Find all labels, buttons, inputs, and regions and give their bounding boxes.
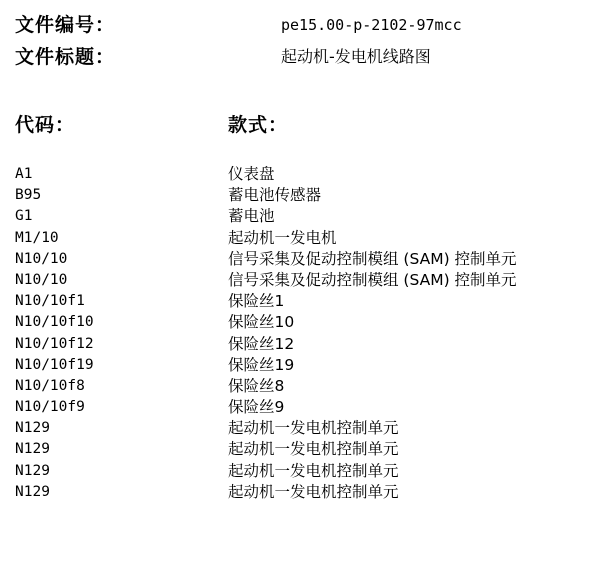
- component-description: 保险丝10: [228, 313, 295, 332]
- component-code: N10/10: [15, 250, 68, 267]
- component-code: N129: [15, 441, 50, 458]
- component-description: 保险丝12: [228, 334, 295, 353]
- component-description: 保险丝19: [228, 355, 295, 374]
- document-number-value: pe15.00-p-2102-97mcc: [281, 16, 462, 34]
- list-item: [0, 164, 600, 185]
- component-code: N10/10: [15, 271, 68, 288]
- component-code: G1: [15, 208, 33, 225]
- component-list: [0, 164, 600, 503]
- code-column-header: 代码：: [15, 114, 76, 136]
- component-description: 保险丝1: [228, 292, 285, 311]
- component-code: N10/10f1: [15, 293, 85, 310]
- list-item: [0, 461, 600, 482]
- component-code: B95: [15, 187, 42, 204]
- component-code: M1/10: [15, 229, 59, 246]
- component-code: N10/10f12: [15, 335, 94, 352]
- list-item: [0, 482, 600, 503]
- list-item: [0, 249, 600, 270]
- component-description: 起动机一发电机控制单元: [228, 440, 399, 459]
- component-code: N10/10f8: [15, 377, 85, 394]
- component-description: 起动机一发电机控制单元: [228, 482, 399, 501]
- list-item: [0, 185, 600, 206]
- list-item: [0, 418, 600, 439]
- list-item: [0, 376, 600, 397]
- list-item: [0, 355, 600, 376]
- component-code: N129: [15, 420, 50, 437]
- component-description: 信号采集及促动控制模组 (SAM) 控制单元: [228, 249, 517, 268]
- document-title-value: 起动机-发电机线路图: [281, 47, 431, 66]
- list-item: [0, 312, 600, 333]
- document-number-label: 文件编号：: [15, 14, 116, 36]
- component-code: N129: [15, 462, 50, 479]
- list-item: [0, 334, 600, 355]
- component-description: 保险丝9: [228, 398, 285, 417]
- description-column-header: 款式：: [228, 114, 289, 136]
- component-description: 信号采集及促动控制模组 (SAM) 控制单元: [228, 270, 517, 289]
- component-description: 仪表盘: [228, 165, 275, 183]
- list-item: [0, 397, 600, 418]
- document-title-row: [15, 44, 600, 70]
- list-item: [0, 291, 600, 312]
- list-item: [0, 439, 600, 460]
- component-description: 蓄电池传感器: [228, 186, 322, 205]
- component-code: N10/10f10: [15, 314, 94, 331]
- component-code: A1: [15, 166, 33, 182]
- component-description: 蓄电池: [228, 207, 275, 226]
- component-description: 保险丝8: [228, 376, 285, 395]
- list-item: [0, 270, 600, 291]
- document-title-label: 文件标题：: [15, 46, 116, 68]
- component-description: 起动机一发电机: [228, 228, 337, 247]
- document-number-row: [15, 12, 600, 38]
- component-code: N129: [15, 483, 50, 500]
- component-code: N10/10f19: [15, 356, 94, 373]
- list-item: [0, 206, 600, 227]
- component-code: N10/10f9: [15, 399, 85, 416]
- component-description: 起动机一发电机控制单元: [228, 419, 399, 438]
- component-description: 起动机一发电机控制单元: [228, 461, 399, 480]
- list-item: [0, 228, 600, 249]
